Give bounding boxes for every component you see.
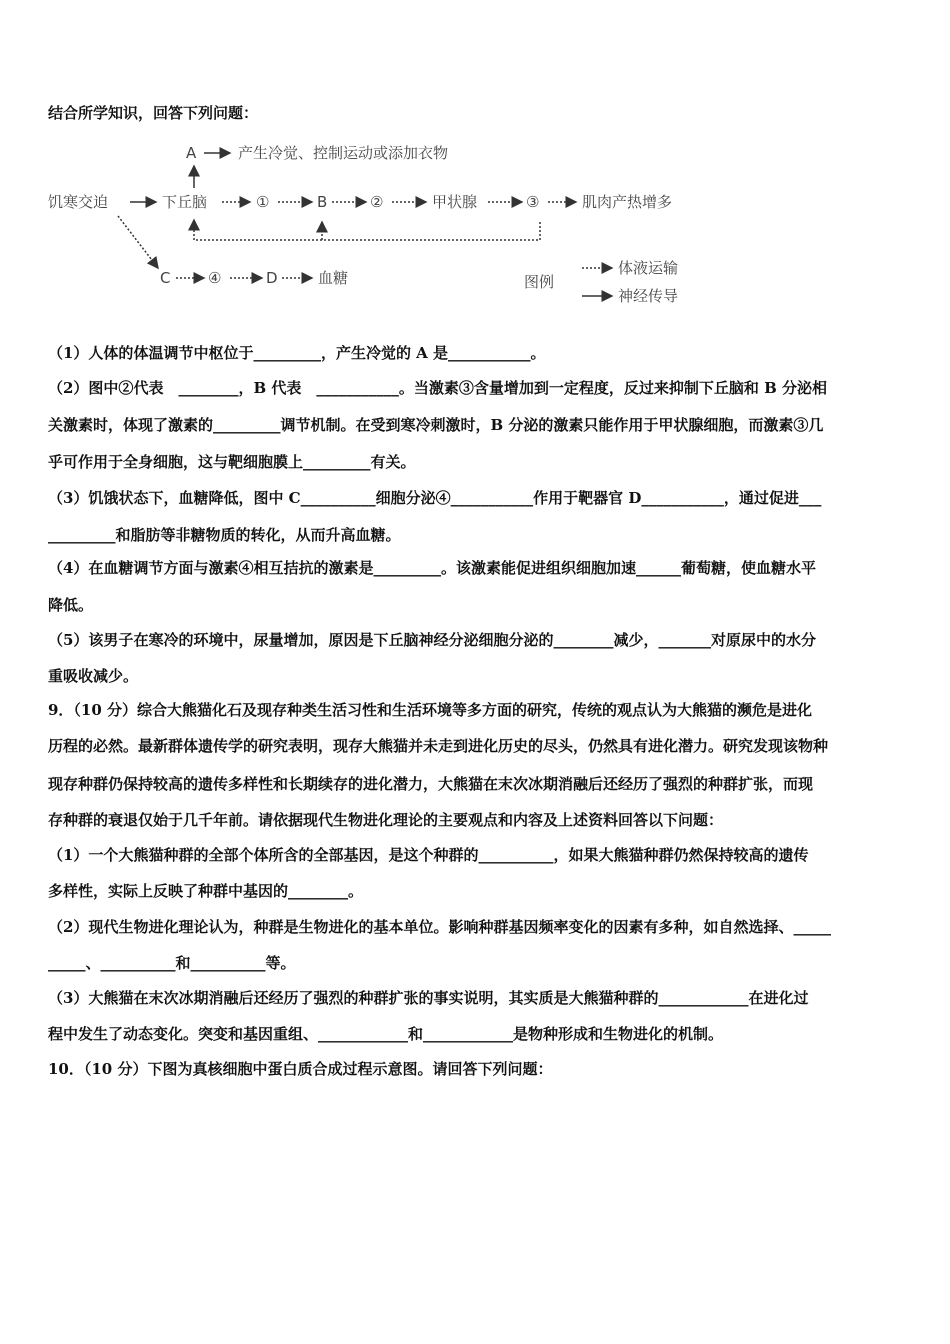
q8-5-a: （5）该男子在寒冷的环境中，尿量增加，原因是下丘脑神经分泌细胞分泌的________减少，_______对原尿中的水分 — [48, 631, 816, 649]
label-circle-1: ① — [256, 193, 270, 211]
q10-intro: 10．（10 分）下图为真核细胞中蛋白质合成过程示意图。请回答下列问题： — [48, 1060, 553, 1078]
q8-2-b: 关激素时，体现了激素的_________调节机制。在受到寒冷刺激时，B 分泌的激素只能作用于甲状腺细胞，而激素③几 — [48, 416, 824, 434]
label-D: D — [266, 269, 278, 287]
q9-intro-a: 9．（10 分）综合大熊猫化石及现存种类生活习性和生活环境等多方面的研究，传统的观点认为大熊猫的濒危是进化 — [48, 701, 813, 719]
label-hunger: 饥寒交迫 — [48, 193, 109, 211]
label-circle-2: ② — [370, 193, 384, 211]
q9-intro-b: 历程的必然。最新群体遗传学的研究表明，现存大熊猫并未走到进化历史的尽头，仍然具有进化潜力。研究发现该物种 — [48, 737, 829, 755]
q9-intro-d: 存种群的衰退仅始于几千年前。请依据现代生物进化理论的主要观点和内容及上述资料回答以下问题： — [48, 811, 724, 829]
q9-intro-c: 现存种群仍保持较高的遗传多样性和长期续存的进化潜力，大熊猫在末次冰期消融后还经历了强烈的种群扩张，而现 — [48, 775, 814, 793]
q8-5-b: 重吸收减少。 — [48, 667, 139, 685]
q8-2-c: 乎可作用于全身细胞，这与靶细胞膜上_________有关。 — [48, 453, 416, 471]
q9-1-b: 多样性，实际上反映了种群中基因的________。 — [48, 882, 364, 900]
label-hypothalamus: 下丘脑 — [162, 193, 208, 211]
q9-1-a: （1）一个大熊猫种群的全部个体所含的全部基因，是这个种群的__________，如果大熊猫种群仍然保持较高的遗传 — [48, 846, 809, 864]
q8-4-a: （4）在血糖调节方面与激素④相互拮抗的激素是_________。该激素能促进组织细胞加速______葡萄糖，使血糖水平 — [48, 559, 816, 577]
q9-2-a: （2）现代生物进化理论认为，种群是生物进化的基本单位。影响种群基因频率变化的因素有多种，如自然选择、_____ — [48, 918, 831, 936]
label-thyroid: 甲状腺 — [432, 193, 478, 211]
q9-3-a: （3）大熊猫在末次冰期消融后还经历了强烈的种群扩张的事实说明，其实质是大熊猫种群的____________在进化过 — [48, 989, 809, 1007]
arrow-hunger-c — [118, 216, 158, 268]
intro-text: 结合所学知识，回答下列问题： — [48, 104, 259, 122]
label-blood-sugar: 血糖 — [318, 269, 349, 287]
feedback-loop — [194, 220, 540, 240]
q8-4-b: 降低。 — [48, 596, 94, 614]
legend-nerve: 神经传导 — [618, 287, 679, 305]
q9-3-b: 程中发生了动态变化。突变和基因重组、____________和____________是物种形成和生物进化的机制。 — [48, 1025, 724, 1043]
top-text: 产生冷觉、控制运动或添加衣物 — [238, 144, 449, 162]
q9-2-b: _____、__________和__________等。 — [48, 954, 296, 972]
q8-3-a: （3）饥饿状态下，血糖降低，图中 C__________细胞分泌④___________作用于靶器官 D___________，通过促进___ — [48, 489, 822, 507]
q8-3-b: _________和脂肪等非糖物质的转化，从而升高血糖。 — [48, 526, 401, 544]
label-circle-4: ④ — [208, 269, 222, 287]
label-B: B — [317, 193, 328, 211]
label-heat: 肌肉产热增多 — [582, 193, 673, 211]
label-circle-3: ③ — [526, 193, 540, 211]
q8-2-a: （2）图中②代表 ________，B 代表 ___________。当激素③含量增加到一定程度，反过来抑制下丘脑和 B 分泌相 — [48, 379, 827, 397]
q8-1: （1）人体的体温调节中枢位于_________，产生冷觉的 A 是___________。 — [48, 344, 546, 362]
label-A: A — [186, 144, 197, 162]
temperature-regulation-diagram — [0, 130, 950, 320]
label-C: C — [160, 269, 171, 287]
legend-title: 图例 — [524, 273, 555, 291]
legend-fluid: 体液运输 — [618, 259, 679, 277]
